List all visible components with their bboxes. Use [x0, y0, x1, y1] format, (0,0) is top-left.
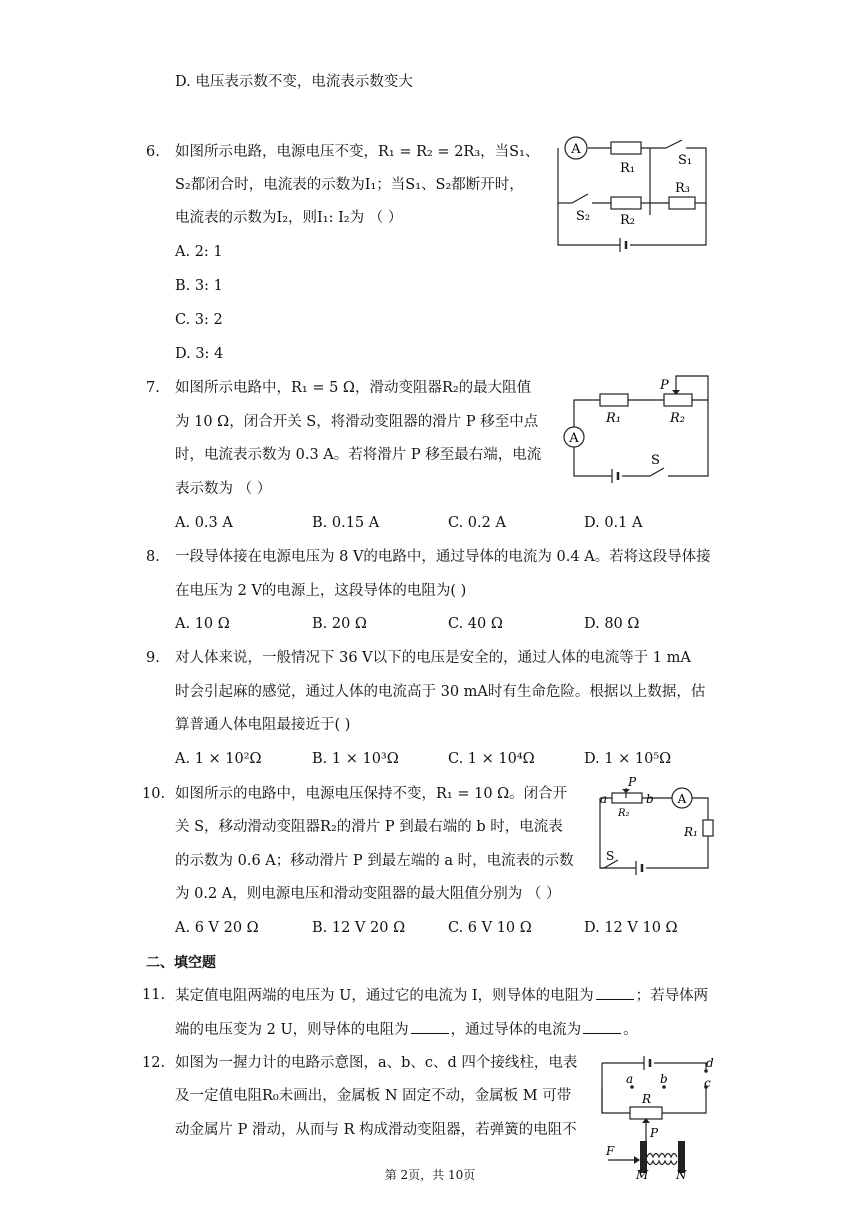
r2-label: R₂ [618, 808, 630, 819]
plate-n-label: N [676, 1168, 687, 1180]
q6-circuit-diagram [554, 130, 714, 255]
q6-option-d: D. 3: 4 [175, 346, 224, 362]
resistor-r-label: R [642, 1092, 652, 1106]
force-f-label: F [606, 1144, 615, 1158]
q8-text-line-1: 一段导体接在电源电压为 8 V的电路中，通过导体的电流为 0.4 A。若将这段导体接 [175, 549, 711, 565]
q10-text-line-2: 关 S，移动滑动变阻器R₂的滑片 P 到最右端的 b 时，电流表 [175, 819, 563, 835]
q6-text-line-1: 如图所示电路，电源电压不变，R₁ = R₂ = 2R₃，当S₁、 [175, 144, 540, 160]
answer-blank[interactable] [411, 1019, 449, 1034]
switch-s-label: S [606, 849, 615, 863]
r1-label: R₁ [620, 161, 635, 176]
q8-option-b: B. 20 Ω [312, 616, 367, 632]
answer-blank[interactable] [596, 985, 634, 1000]
q10-option-a: A. 6 V 20 Ω [175, 920, 259, 936]
q9-text-line-1: 对人体来说，一般情况下 36 V以下的电压是安全的，通过人体的电流等于 1 mA [175, 650, 691, 666]
q12-text-line-1: 如图为一握力计的电路示意图，a、b、c、d 四个接线柱，电表 [175, 1055, 578, 1071]
q11-text-line-2 [175, 1019, 638, 1040]
q10-text-line-4: 为 0.2 A，则电源电压和滑动变阻器的最大阻值分别为 （ ） [175, 886, 561, 902]
terminal-b-label: b [660, 1072, 668, 1086]
slider-p-label: P [660, 378, 669, 393]
q9-text-line-2: 时会引起麻的感觉，通过人体的电流高于 30 mA时有生命危险。根据以上数据，估 [175, 684, 706, 700]
question-number: 7. [146, 380, 160, 396]
q6-option-a: A. 2: 1 [175, 244, 223, 260]
q9-option-b: B. 1 × 10³Ω [312, 751, 399, 767]
plate-m-label: M [636, 1168, 649, 1180]
q7-text-line-3: 时，电流表示数为 0.3 A。若将滑片 P 移至最右端，电流 [175, 447, 542, 463]
q10-circuit-diagram [590, 774, 714, 878]
question-number: 11. [142, 987, 166, 1003]
question-number: 6. [146, 144, 160, 160]
answer-blank[interactable] [583, 1019, 621, 1034]
question-number: 10. [142, 786, 166, 802]
q11-text-line-1 [175, 985, 708, 1006]
question-number: 12. [142, 1055, 166, 1071]
q10-option-d: D. 12 V 10 Ω [584, 920, 678, 936]
q6-text-line-3: 电流表的示数为I₂，则I₁: I₂为 （ ） [175, 210, 403, 226]
switch-s-label: S [651, 453, 660, 468]
q7-option-b: B. 0.15 A [312, 515, 380, 531]
terminal-d-label: d [706, 1056, 714, 1070]
r3-label: R₃ [675, 181, 690, 196]
q6-text-line-2: S₂都闭合时，电流表的示数为I₁；当S₁、S₂都断开时， [175, 177, 524, 193]
q8-text-line-2: 在电压为 2 V的电源上，这段导体的电阻为( ) [175, 583, 467, 599]
q9-option-d: D. 1 × 10⁵Ω [584, 751, 672, 767]
q6-option-b: B. 3: 1 [175, 278, 223, 294]
ammeter-label: A [569, 431, 579, 446]
q7-option-d: D. 0.1 A [584, 515, 643, 531]
q5-option-d: D. 电压表示数不变，电流表示数变大 [175, 74, 413, 90]
q7-option-c: C. 0.2 A [448, 515, 506, 531]
q11-text-2c: 。 [623, 1022, 638, 1038]
q9-text-line-3: 算普通人体电阻最接近于( ) [175, 717, 351, 733]
question-number: 9. [146, 650, 160, 666]
q11-text-2a: 端的电压变为 2 U，则导体的电阻为 [175, 1022, 409, 1038]
q10-text-line-3: 的示数为 0.6 A；移动滑片 P 到最左端的 a 时，电流表的示数 [175, 853, 574, 869]
slider-p-label: P [628, 775, 637, 789]
r1-label: R₁ [684, 825, 698, 839]
q11-text-1b: ；若导体两 [635, 988, 709, 1004]
section-heading: 二、填空题 [146, 955, 216, 971]
page-footer: 第 2页，共 10页 [384, 1168, 476, 1182]
q7-option-a: A. 0.3 A [175, 515, 233, 531]
q11-text-2b: ，通过导体的电流为 [450, 1022, 582, 1038]
q10-text-line-1: 如图所示的电路中，电源电压保持不变，R₁ = 10 Ω。闭合开 [175, 786, 568, 802]
q10-option-c: C. 6 V 10 Ω [448, 920, 532, 936]
q12-grip-meter-diagram [598, 1045, 718, 1180]
q7-text-line-1: 如图所示电路中，R₁ = 5 Ω，滑动变阻器R₂的最大阻值 [175, 380, 532, 396]
terminal-c-label: c [704, 1076, 711, 1090]
question-number: 8. [146, 549, 160, 565]
s1-label: S₁ [678, 153, 693, 168]
r2-label: R₂ [670, 411, 685, 426]
end-a-label: a [600, 792, 608, 806]
q7-circuit-diagram [556, 372, 716, 484]
slider-p-label: P [650, 1126, 659, 1140]
s2-label: S₂ [576, 209, 591, 224]
end-b-label: b [646, 792, 654, 806]
q12-text-line-3: 动金属片 P 滑动，从而与 R 构成滑动变阻器，若弹簧的电阻不 [175, 1122, 577, 1138]
r1-label: R₁ [606, 411, 621, 426]
ammeter-label: A [571, 142, 581, 157]
q7-text-line-2: 为 10 Ω，闭合开关 S，将滑动变阻器的滑片 P 移至中点 [175, 414, 539, 430]
q6-option-c: C. 3: 2 [175, 312, 223, 328]
ammeter-label: A [677, 792, 687, 806]
q12-text-line-2: 及一定值电阻R₀未画出，金属板 N 固定不动，金属板 M 可带 [175, 1088, 572, 1104]
r2-label: R₂ [620, 213, 635, 228]
q11-text-1a: 某定值电阻两端的电压为 U，通过它的电流为 I，则导体的电阻为 [175, 988, 594, 1004]
terminal-a-label: a [626, 1072, 634, 1086]
q8-option-a: A. 10 Ω [175, 616, 230, 632]
q7-text-line-4: 表示数为 （ ） [175, 481, 272, 497]
q10-option-b: B. 12 V 20 Ω [312, 920, 406, 936]
q8-option-c: C. 40 Ω [448, 616, 503, 632]
q8-option-d: D. 80 Ω [584, 616, 640, 632]
q9-option-c: C. 1 × 10⁴Ω [448, 751, 535, 767]
q9-option-a: A. 1 × 10²Ω [175, 751, 262, 767]
